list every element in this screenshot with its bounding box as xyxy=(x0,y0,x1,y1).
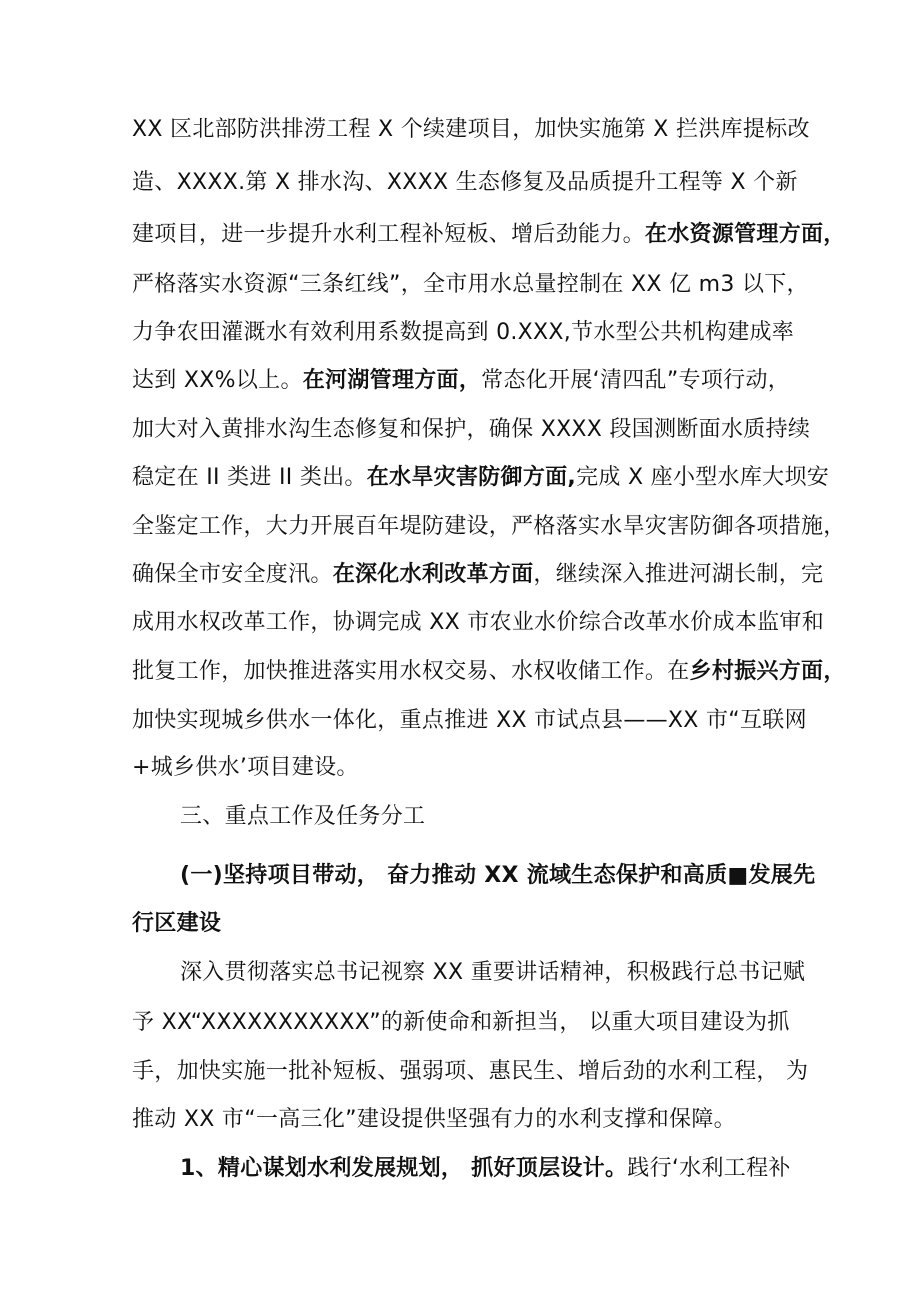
text: 推动 XX 市“一高三化”建设提供坚强有力的水利支撑和保障。 xyxy=(132,1107,736,1132)
text: 践行‘水利工程补 xyxy=(627,1156,791,1181)
text: +城乡供水’项目建设。 xyxy=(132,755,359,780)
topic-heading: 在水资源管理方面， xyxy=(644,222,846,247)
text: 成用水权改革工作，协调完成 XX 市农业水价综合改革水价成本监审和 xyxy=(132,610,825,635)
topic-heading: 乡村振兴方面， xyxy=(689,659,846,684)
topic-heading: 在水旱灾害防御方面, xyxy=(366,465,577,490)
body-line xyxy=(132,1008,790,1038)
text: 手，加快实施一批补短板、强弱项、惠民生、增后劲的水利工程， 为 xyxy=(132,1059,809,1084)
body-line xyxy=(132,366,790,396)
text: 严格落实水资源“三条红线”，全市用水总量控制在 XX 亿 m3 以下， xyxy=(132,272,809,297)
text: 稳定在 II 类进 II 类出。 xyxy=(132,465,367,490)
body-line xyxy=(180,958,805,988)
body-line xyxy=(132,270,809,300)
text: 加大对入黄排水沟生态修复和保护，确保 XXXX 段国测断面水质持续 xyxy=(132,417,811,442)
text: 造、XXXX.第 X 排水沟、XXXX 生态修复及品质提升工程等 X 个新 xyxy=(132,170,798,195)
text: 完成 X 座小型水库大坝安 xyxy=(576,465,830,490)
body-line xyxy=(132,1057,808,1087)
text: 深入贯彻落实总书记视察 XX 重要讲话精神，积极践行总书记赋 xyxy=(180,960,806,985)
text: 力争农田灌溉水有效利用系数提高到 0.XXX,节水型公共机构建成率 xyxy=(132,320,795,345)
body-line xyxy=(132,415,810,445)
text: 予 XX“XXXXXXXXXXX”的新使命和新担当， 以重大项目建设为抓 xyxy=(132,1010,790,1035)
body-line xyxy=(132,168,798,198)
text: 建项目，进一步提升水利工程补短板、增后劲能力。 xyxy=(132,222,645,247)
body-line xyxy=(132,220,846,250)
body-line xyxy=(132,318,794,348)
section-heading: 三、重点工作及任务分工 xyxy=(180,804,426,829)
text: 达到 XX%以上。 xyxy=(132,368,303,393)
subsection-heading: (一)坚持项目带动， 奋力推动 XX 流域生态保护和高质■发展先 xyxy=(180,863,816,888)
item-heading: 1、精心谋划水利发展规划， 抓好顶层设计。 xyxy=(180,1156,628,1181)
body-line xyxy=(132,706,807,736)
body-line xyxy=(132,753,359,783)
text: 加快实现城乡供水一体化，重点推进 XX 市试点县——XX 市“互联网 xyxy=(132,708,807,733)
subsection-heading-continued: 行区建设 xyxy=(132,911,222,936)
topic-heading: 在河湖管理方面， xyxy=(302,368,482,393)
topic-heading: 在深化水利改革方面 xyxy=(332,562,534,587)
body-line xyxy=(132,657,846,687)
body-line xyxy=(132,1105,736,1135)
body-line xyxy=(132,115,810,145)
text: 确保全市安全度汛。 xyxy=(132,562,333,587)
text: ，继续深入推进河湖长制，完 xyxy=(533,562,824,587)
text: XX 区北部防洪排涝工程 X 个续建项目，加快实施第 X 拦洪库提标改 xyxy=(132,117,810,142)
text: 全鉴定工作，大力开展百年堤防建设，严格落实水旱灾害防御各项措施， xyxy=(132,514,846,539)
text: 常态化开展‘清四乱”专项行动， xyxy=(481,368,791,393)
body-line xyxy=(132,560,823,590)
body-line xyxy=(132,512,846,542)
body-line xyxy=(132,463,829,493)
body-line xyxy=(132,608,824,638)
body-line xyxy=(180,1154,791,1184)
text: 批复工作，加快推进落实用水权交易、水权收储工作。在 xyxy=(132,659,690,684)
